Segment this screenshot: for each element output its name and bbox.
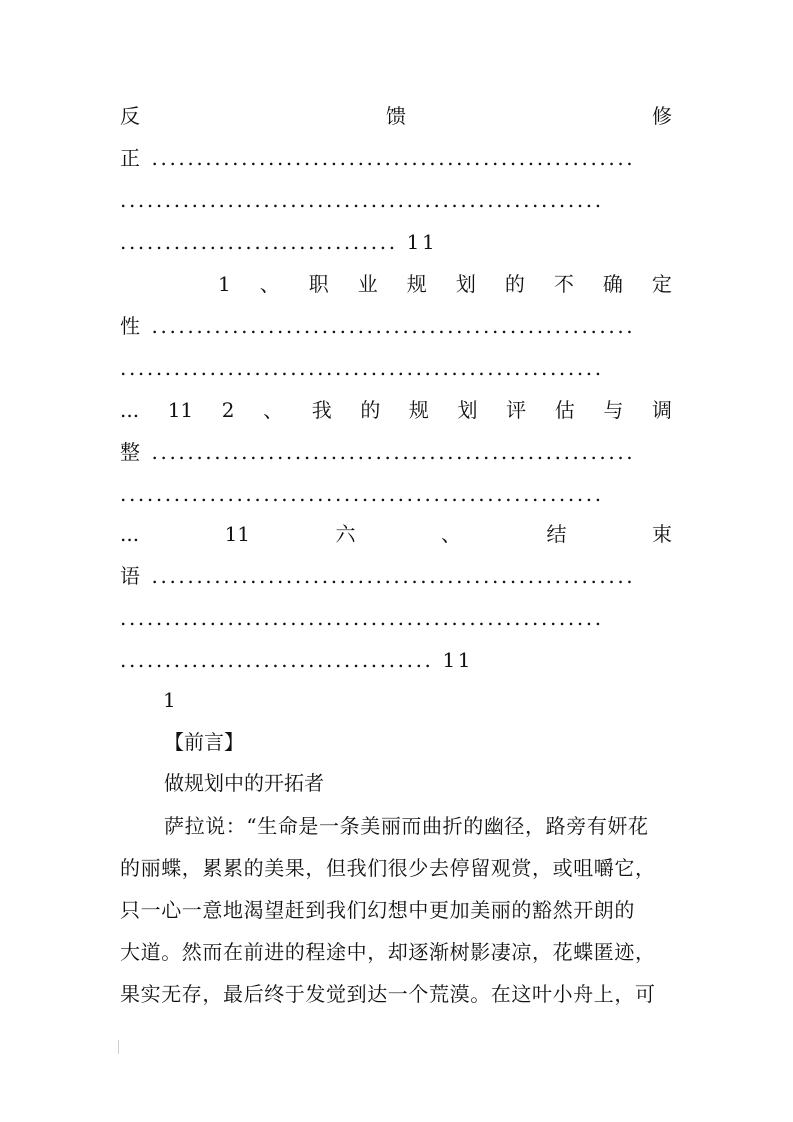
toc-line: 正 ...................................................... [120,146,636,170]
toc-char: 的 [360,398,381,422]
toc-dots-page-line: ................................... 11 [120,648,474,672]
toc-char: 1 [218,272,231,296]
toc-char: 11 [167,398,194,422]
toc-char: 的 [504,272,525,296]
toc-char: 调 [651,398,672,422]
toc-char: 11 [224,522,251,546]
toc-char: 、 [263,398,284,422]
toc-char: 确 [602,272,623,296]
toc-char: 划 [457,398,478,422]
toc-char: 束 [651,522,672,546]
page-number: 1 [163,688,176,712]
toc-char: 职 [308,272,329,296]
toc-char: 估 [554,398,575,422]
toc-char: 馈 [386,104,406,128]
preface-paragraph-line: 只一心一意地渴望赶到我们幻想中更加美丽的豁然开朗的 [120,898,635,922]
toc-char: 修 [652,104,672,128]
toc-line: 语 ...................................................... [120,564,636,588]
preface-paragraph-line: 大道。然而在前进的程途中，却逐渐树影凄凉，花蝶匿迹， [120,940,656,964]
toc-dots-line: ...................................................... [120,482,604,506]
toc-char: 、 [440,522,461,546]
toc-char: 反 [120,104,140,128]
toc-char: 划 [455,272,476,296]
toc-fankui-line [120,101,672,131]
preface-paragraph-line: 的丽蝶，累累的美果，但我们很少去停留观赏，或咀嚼它， [120,856,656,880]
toc-char: 定 [651,272,672,296]
toc-uncertainty-line [218,269,672,299]
toc-char: ... [120,398,140,422]
toc-char: 业 [357,272,378,296]
toc-conclusion-line [120,519,672,549]
toc-char: 规 [408,398,429,422]
toc-char: 我 [311,398,332,422]
toc-char: 不 [553,272,574,296]
preface-paragraph-line: 萨拉说：“生命是一条美丽而曲折的幽径，路旁有妍花 [164,814,649,838]
toc-char: ... [120,522,140,546]
toc-char: 规 [406,272,427,296]
toc-assessment-line [120,395,672,425]
preface-heading: 【前言】 [164,730,244,754]
toc-char: 与 [603,398,624,422]
preface-paragraph-line: 果实无存，最后终于发觉到达一个荒漠。在这叶小舟上，可 [120,982,656,1006]
toc-line: 性 ...................................................... [120,314,636,338]
preface-subtitle: 做规划中的开拓者 [164,771,324,795]
toc-dots-page-line: ............................... 11 [120,230,438,254]
toc-char: 2 [221,398,235,422]
toc-dots-line: ...................................................... [120,356,604,380]
toc-line: 整 ...................................................... [120,440,636,464]
toc-char: 六 [335,522,356,546]
toc-char: 评 [506,398,527,422]
toc-dots-line: ...................................................... [120,188,604,212]
toc-dots-line: ...................................................... [120,606,604,630]
toc-char: 、 [259,272,280,296]
toc-char: 结 [546,522,567,546]
margin-mark [118,1040,119,1054]
